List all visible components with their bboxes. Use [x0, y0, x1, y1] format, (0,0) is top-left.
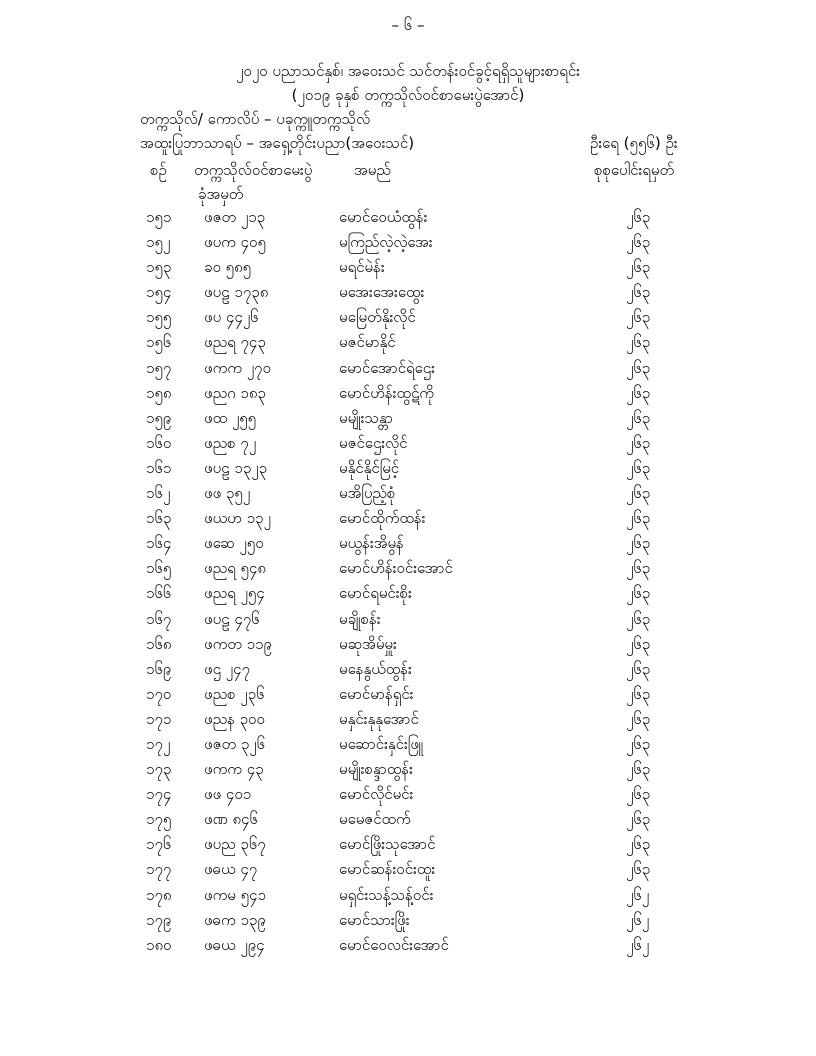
total-marks: ၂၆၃	[626, 584, 651, 603]
column-header-roll-line1: တက္ကသိုလ်ဝင်စာမေးပွဲ	[194, 161, 313, 179]
row-number: ၁၆၆	[146, 584, 172, 603]
results-list	[0, 208, 816, 961]
column-header-no: စဉ်	[150, 161, 167, 179]
roll-number: ဖကမ ၅၄၁	[204, 885, 266, 904]
student-name: မောင်ရမင်းစိုး	[339, 584, 412, 603]
table-row	[0, 860, 816, 885]
total-marks: ၂၆၃	[626, 559, 651, 578]
column-header-roll-line2: ခုံအမှတ်	[198, 185, 244, 203]
column-header-name: အမည်	[354, 161, 391, 179]
roll-number: ဖဇတ ၃၂၆	[204, 734, 266, 753]
roll-number: ဖပဠ ၁၇၃၈	[204, 283, 269, 302]
table-row	[0, 308, 816, 333]
roll-number: ဖကက ၄၃	[204, 760, 264, 779]
table-row	[0, 760, 816, 785]
total-marks: ၂၆၃	[626, 308, 651, 327]
roll-number: ဖပ ၄၄၂၆	[204, 308, 259, 327]
total-marks: ၂၆၃	[626, 233, 651, 252]
row-number: ၁၅၆	[146, 333, 172, 352]
table-row	[0, 333, 816, 358]
student-name: မောင်လိုင်မင်း	[339, 785, 414, 804]
student-name: မမျိုးစန္ဒာထွန်း	[339, 760, 413, 779]
student-name: မောင်ဝေယံထွန်း	[339, 208, 428, 226]
row-number: ၁၆၃	[146, 509, 172, 528]
student-name: မမြေတ်နိုးလိုင်	[339, 308, 416, 327]
row-number: ၁၅၄	[146, 283, 172, 302]
total-marks: ၂၆၃	[626, 283, 651, 302]
subject-line: အထူးပြုဘာသာရပ် – အရှေ့တိုင်းပညာ(အဝေးသင်)	[140, 134, 415, 152]
total-marks: ၂၆၃	[626, 509, 651, 528]
row-number: ၁၇၄	[146, 785, 172, 804]
roll-number: ဖဏ ၈၄၆	[204, 810, 258, 829]
student-name: မယွန်းအိမွန်	[339, 534, 404, 553]
roll-number: ဖယဟ ၁၃၂	[204, 509, 271, 528]
roll-number: ဖပက ၄၀၅	[204, 233, 266, 252]
total-marks: ၂၆၃	[626, 810, 651, 829]
roll-number: ဖထ ၂၅၅	[204, 408, 257, 427]
student-name: မောင်ဝေလင်းအောင်	[339, 935, 449, 954]
table-row	[0, 685, 816, 710]
row-number: ၁၅၉	[146, 408, 172, 427]
roll-number: ဖကက ၂၇၀	[204, 358, 271, 377]
student-name: မမျိုးသန္တာ	[339, 408, 393, 427]
roll-number: ဖဓယ ၂၉၄	[204, 935, 265, 954]
student-name: မောင်ဆန်းဝင်းထူး	[339, 860, 436, 879]
row-number: ၁၇၇	[146, 860, 172, 879]
table-row	[0, 509, 816, 534]
total-marks: ၂၆၃	[626, 760, 651, 779]
table-row	[0, 409, 816, 434]
table-row	[0, 710, 816, 735]
table-row	[0, 835, 816, 860]
roll-number: ဖညန ၃၀၀	[204, 709, 265, 728]
roll-number: ဖကတ ၁၁၉	[204, 634, 272, 653]
table-row	[0, 283, 816, 308]
student-name: မောင်ဟိန်းထွဋ်ကို	[339, 383, 434, 402]
roll-number: ဖဖ ၄၀၁	[204, 785, 252, 804]
student-name: မမေဇင်ထက်	[339, 810, 411, 829]
column-header-roll	[194, 158, 312, 206]
row-number: ၁၆၇	[146, 609, 172, 628]
student-name: မရှင်းသန့်သန့်ဝင်း	[339, 885, 434, 904]
row-number: ၁၇၉	[146, 910, 172, 929]
student-name: မကြည်လဲ့လဲ့အေး	[339, 233, 433, 252]
student-name: မောင်ထိုက်ထန်း	[339, 509, 426, 528]
student-name: မဇင်မာနိုင်	[339, 333, 396, 352]
student-name: မနိုင်နိုင်မြင့်	[339, 458, 400, 477]
total-marks: ၂၆၃	[626, 383, 651, 402]
student-name: မောင်ဖြိုးသုအောင်	[339, 835, 436, 854]
document-subtitle: (၂၀၁၉ ခုနှစ် တက္ကသိုလ်ဝင်စာမေးပွဲအောင်)	[291, 86, 525, 104]
row-number: ၁၇၂	[146, 734, 171, 753]
student-name: မနှင်းနုနုအောင်	[339, 709, 419, 728]
row-number: ၁၅၈	[146, 383, 172, 402]
roll-number: ဖဆေ ၂၅၀	[204, 534, 264, 553]
page-number: – ၆ –	[391, 16, 425, 34]
total-count: ဦးရေ (၅၅၆) ဦး	[590, 134, 678, 152]
row-number: ၁၇၆	[146, 835, 172, 854]
total-marks: ၂၆၃	[626, 458, 651, 477]
row-number: ၁၆၈	[146, 634, 172, 653]
table-row	[0, 434, 816, 459]
table-row	[0, 359, 816, 384]
table-row	[0, 635, 816, 660]
roll-number: ဖပဠ ၄၇၆	[204, 609, 260, 628]
roll-number: ဖညစ ၇၂	[204, 433, 257, 452]
roll-number: ဖဖ ၃၅၂	[204, 484, 251, 503]
table-row	[0, 208, 816, 233]
table-row	[0, 233, 816, 258]
student-name: မချိုစန်း	[339, 609, 381, 628]
total-marks: ၂၆၃	[626, 734, 651, 753]
row-number: ၁၆၄	[146, 534, 172, 553]
row-number: ၁၇၃	[146, 760, 172, 779]
row-number: ၁၆၀	[146, 433, 172, 452]
row-number: ၁၅၇	[146, 358, 172, 377]
total-marks: ၂၆၃	[626, 684, 651, 703]
total-marks: ၂၆၃	[626, 433, 651, 452]
table-row	[0, 886, 816, 911]
roll-number: ဖပည ၃၆၇	[204, 835, 266, 854]
roll-number: ဖညရ ၅၄၈	[204, 559, 266, 578]
student-name: မောင်သားဖြိုး	[339, 910, 410, 929]
table-row	[0, 911, 816, 936]
total-marks: ၂၆၃	[626, 408, 651, 427]
row-number: ၁၅၅	[146, 308, 172, 327]
roll-number: ဖဌ ၂၄၇	[204, 659, 250, 678]
row-number: ၁၆၉	[146, 659, 172, 678]
row-number: ၁၅၃	[146, 258, 172, 277]
table-row	[0, 484, 816, 509]
table-row	[0, 785, 816, 810]
row-number: ၁၇၀	[146, 684, 172, 703]
document-title: ၂၀၂၀ ပညာသင်နှစ်၊ အဝေးသင် သင်တန်းဝင်ခွင့်ရရှိသူများစာရင်း	[236, 62, 580, 80]
table-row	[0, 258, 816, 283]
total-marks: ၂၆၃	[626, 659, 651, 678]
student-name: မဆောင်းနှင်းဖြူ	[339, 734, 424, 753]
table-row	[0, 559, 816, 584]
student-name: မနေနွယ်ထွန်း	[339, 659, 412, 678]
table-row	[0, 384, 816, 409]
total-marks: ၂၆၃	[626, 860, 651, 879]
total-marks: ၂၆၂	[626, 885, 650, 904]
row-number: ၁၆၅	[146, 559, 172, 578]
university-line: တက္ကသိုလ်/ ကောလိပ် – ပခုက္ကူတက္ကသိုလ်	[140, 110, 371, 128]
student-name: မဆုအိမ်မှူး	[339, 634, 397, 653]
row-number: ၁၇၁	[146, 709, 172, 728]
roll-number: ဖညဂ ၁၈၃	[204, 383, 266, 402]
student-name: မောင်အောင်ရဲဌေး	[339, 358, 435, 377]
student-name: မောင်ဟိန်းဝင်းအောင်	[339, 559, 453, 578]
total-marks: ၂၆၃	[626, 609, 651, 628]
table-row	[0, 610, 816, 635]
table-row	[0, 459, 816, 484]
row-number: ၁၇၈	[146, 885, 172, 904]
total-marks: ၂၆၃	[626, 634, 651, 653]
table-row	[0, 735, 816, 760]
row-number: ၁၅၂	[146, 233, 171, 252]
roll-number: ဖညရ ၂၅၄	[204, 584, 265, 603]
total-marks: ၂၆၃	[626, 258, 651, 277]
student-name: မအိပြည့်စုံ	[339, 484, 396, 503]
total-marks: ၂၆၃	[626, 785, 651, 804]
table-row	[0, 534, 816, 559]
column-header-marks: စုစုပေါင်းရမှတ်	[594, 161, 675, 179]
total-marks: ၂၆၂	[626, 910, 650, 929]
total-marks: ၂၆၃	[626, 709, 651, 728]
student-name: မအေးအေးထွေး	[339, 283, 425, 302]
total-marks: ၂၆၃	[626, 358, 651, 377]
total-marks: ၂၆၃	[626, 835, 651, 854]
table-row	[0, 936, 816, 961]
row-number: ၁၈၀	[146, 935, 172, 954]
row-number: ၁၆၂	[146, 484, 171, 503]
row-number: ၁၅၁	[146, 208, 172, 226]
total-marks: ၂၆၃	[626, 534, 651, 553]
total-marks: ၂၆၃	[626, 484, 651, 503]
table-row	[0, 810, 816, 835]
roll-number: ခဝ ၅၈၅	[204, 258, 252, 277]
roll-number: ဖဇတ ၂၁၃	[204, 208, 266, 226]
table-row	[0, 584, 816, 609]
roll-number: ဖဓယ ၄၇	[204, 860, 258, 879]
student-name: မောင်မာန်ရှင်း	[339, 684, 414, 703]
roll-number: ဖပဠ ၁၃၂၃	[204, 458, 268, 477]
roll-number: ဖညစ ၂၃၆	[204, 684, 265, 703]
row-number: ၁၆၁	[146, 458, 172, 477]
student-name: မရင်မဲန်း	[339, 258, 385, 277]
total-marks: ၂၆၃	[626, 208, 651, 226]
total-marks: ၂၆၂	[626, 935, 650, 954]
row-number: ၁၇၅	[146, 810, 172, 829]
student-name: မဇင်ဌေးလိုင်	[339, 433, 408, 452]
total-marks: ၂၆၃	[626, 333, 651, 352]
table-row	[0, 660, 816, 685]
roll-number: ဖဓက ၁၃၉	[204, 910, 266, 929]
roll-number: ဖညရ ၇၄၃	[204, 333, 266, 352]
